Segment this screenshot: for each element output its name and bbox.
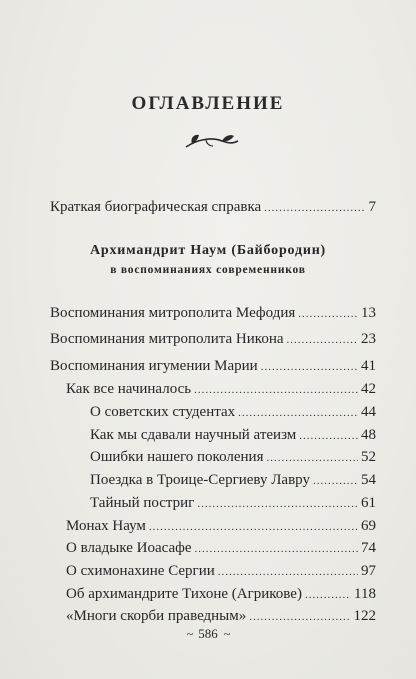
toc-subsubentry[interactable] xyxy=(90,472,376,489)
dot-leader xyxy=(287,334,358,346)
toc-entry-page: 74 xyxy=(361,540,376,556)
toc-entry-title: Как все начиналось xyxy=(66,381,192,397)
toc-subentry[interactable] xyxy=(66,608,376,625)
toc-entry-title: Ошибки нашего поколения xyxy=(90,449,264,465)
toc-subentry[interactable] xyxy=(66,518,376,535)
footer-ornament-right-icon: ~ xyxy=(223,626,230,641)
dot-leader xyxy=(218,566,358,578)
toc-subsubentry[interactable] xyxy=(90,449,376,466)
toc-entry-page: 52 xyxy=(361,449,376,465)
toc-entry-title: Воспоминания митрополита Никона xyxy=(50,331,284,347)
toc-subentry[interactable] xyxy=(66,563,376,580)
toc-entry-title: О советских студентах xyxy=(90,404,236,420)
toc-entry-page: 118 xyxy=(354,586,376,602)
dot-leader xyxy=(261,361,358,373)
section-subtitle: в воспоминаниях современников xyxy=(110,264,306,276)
dot-leader xyxy=(238,407,358,419)
section-title: Архимандрит Наум (Байбородин) xyxy=(89,243,327,258)
toc-entry-title: Поездка в Троице-Сергиеву Лавру xyxy=(90,472,310,488)
toc-entry-title: О владыке Иоасафе xyxy=(66,540,192,556)
dot-leader xyxy=(313,475,358,487)
toc-subsubentry[interactable] xyxy=(90,404,376,421)
toc-entry-page: 122 xyxy=(353,608,376,624)
dot-leader xyxy=(197,498,358,510)
dot-leader xyxy=(149,521,358,533)
dot-leader xyxy=(299,430,358,442)
toc-subsubentry[interactable] xyxy=(90,427,376,444)
dot-leader xyxy=(264,202,365,214)
toc-subsubentry[interactable] xyxy=(90,495,376,512)
toc-entry-page: 97 xyxy=(361,563,376,579)
page-number: 586 xyxy=(198,626,218,641)
toc-entry-title: «Многи скорби праведным» xyxy=(66,608,247,624)
toc-entry-page: 54 xyxy=(361,472,376,488)
toc-entry-title: Монах Наум xyxy=(66,518,146,534)
toc-entry-page: 42 xyxy=(361,381,376,397)
toc-entry-title: Об архимандрите Тихоне (Агрикове) xyxy=(66,586,302,602)
toc-entry-page: 44 xyxy=(361,404,376,420)
toc-entry-page: 61 xyxy=(361,495,376,511)
leaf-ornament-icon xyxy=(182,127,242,153)
page-footer xyxy=(0,626,416,642)
toc-entry[interactable] xyxy=(50,331,376,348)
toc-entry-page: 13 xyxy=(361,305,376,321)
dot-leader xyxy=(305,589,351,601)
toc-subentry[interactable] xyxy=(66,586,376,603)
dot-leader xyxy=(266,452,358,464)
toc-entry-page: 23 xyxy=(361,331,376,347)
toc-entry-title: Воспоминания игумении Марии xyxy=(50,358,258,374)
toc-entry-title: Воспоминания митрополита Мефодия xyxy=(50,305,296,321)
toc-entry[interactable] xyxy=(50,358,376,375)
toc-entry-title: Краткая биографическая справка xyxy=(50,199,262,215)
toc-entry-page: 48 xyxy=(361,427,376,443)
toc-entry-biography[interactable] xyxy=(50,199,376,216)
toc-entry-title: Как мы сдавали научный атеизм xyxy=(90,427,297,443)
toc-entry-title: О схимонахине Сергии xyxy=(66,563,215,579)
dot-leader xyxy=(194,384,358,396)
dot-leader xyxy=(249,611,350,623)
toc-entry-title: Тайный постриг xyxy=(90,495,195,511)
dot-leader xyxy=(298,308,358,320)
page-heading: ОГЛАВЛЕНИЕ xyxy=(131,93,285,114)
footer-ornament-left-icon: ~ xyxy=(186,626,193,641)
toc-entry-page: 69 xyxy=(361,518,376,534)
toc-subentry[interactable] xyxy=(66,381,376,398)
toc-entry-page: 7 xyxy=(368,199,376,215)
dot-leader xyxy=(195,543,358,555)
toc-subentry[interactable] xyxy=(66,540,376,557)
toc-entry[interactable] xyxy=(50,305,376,322)
toc-entry-page: 41 xyxy=(361,358,376,374)
